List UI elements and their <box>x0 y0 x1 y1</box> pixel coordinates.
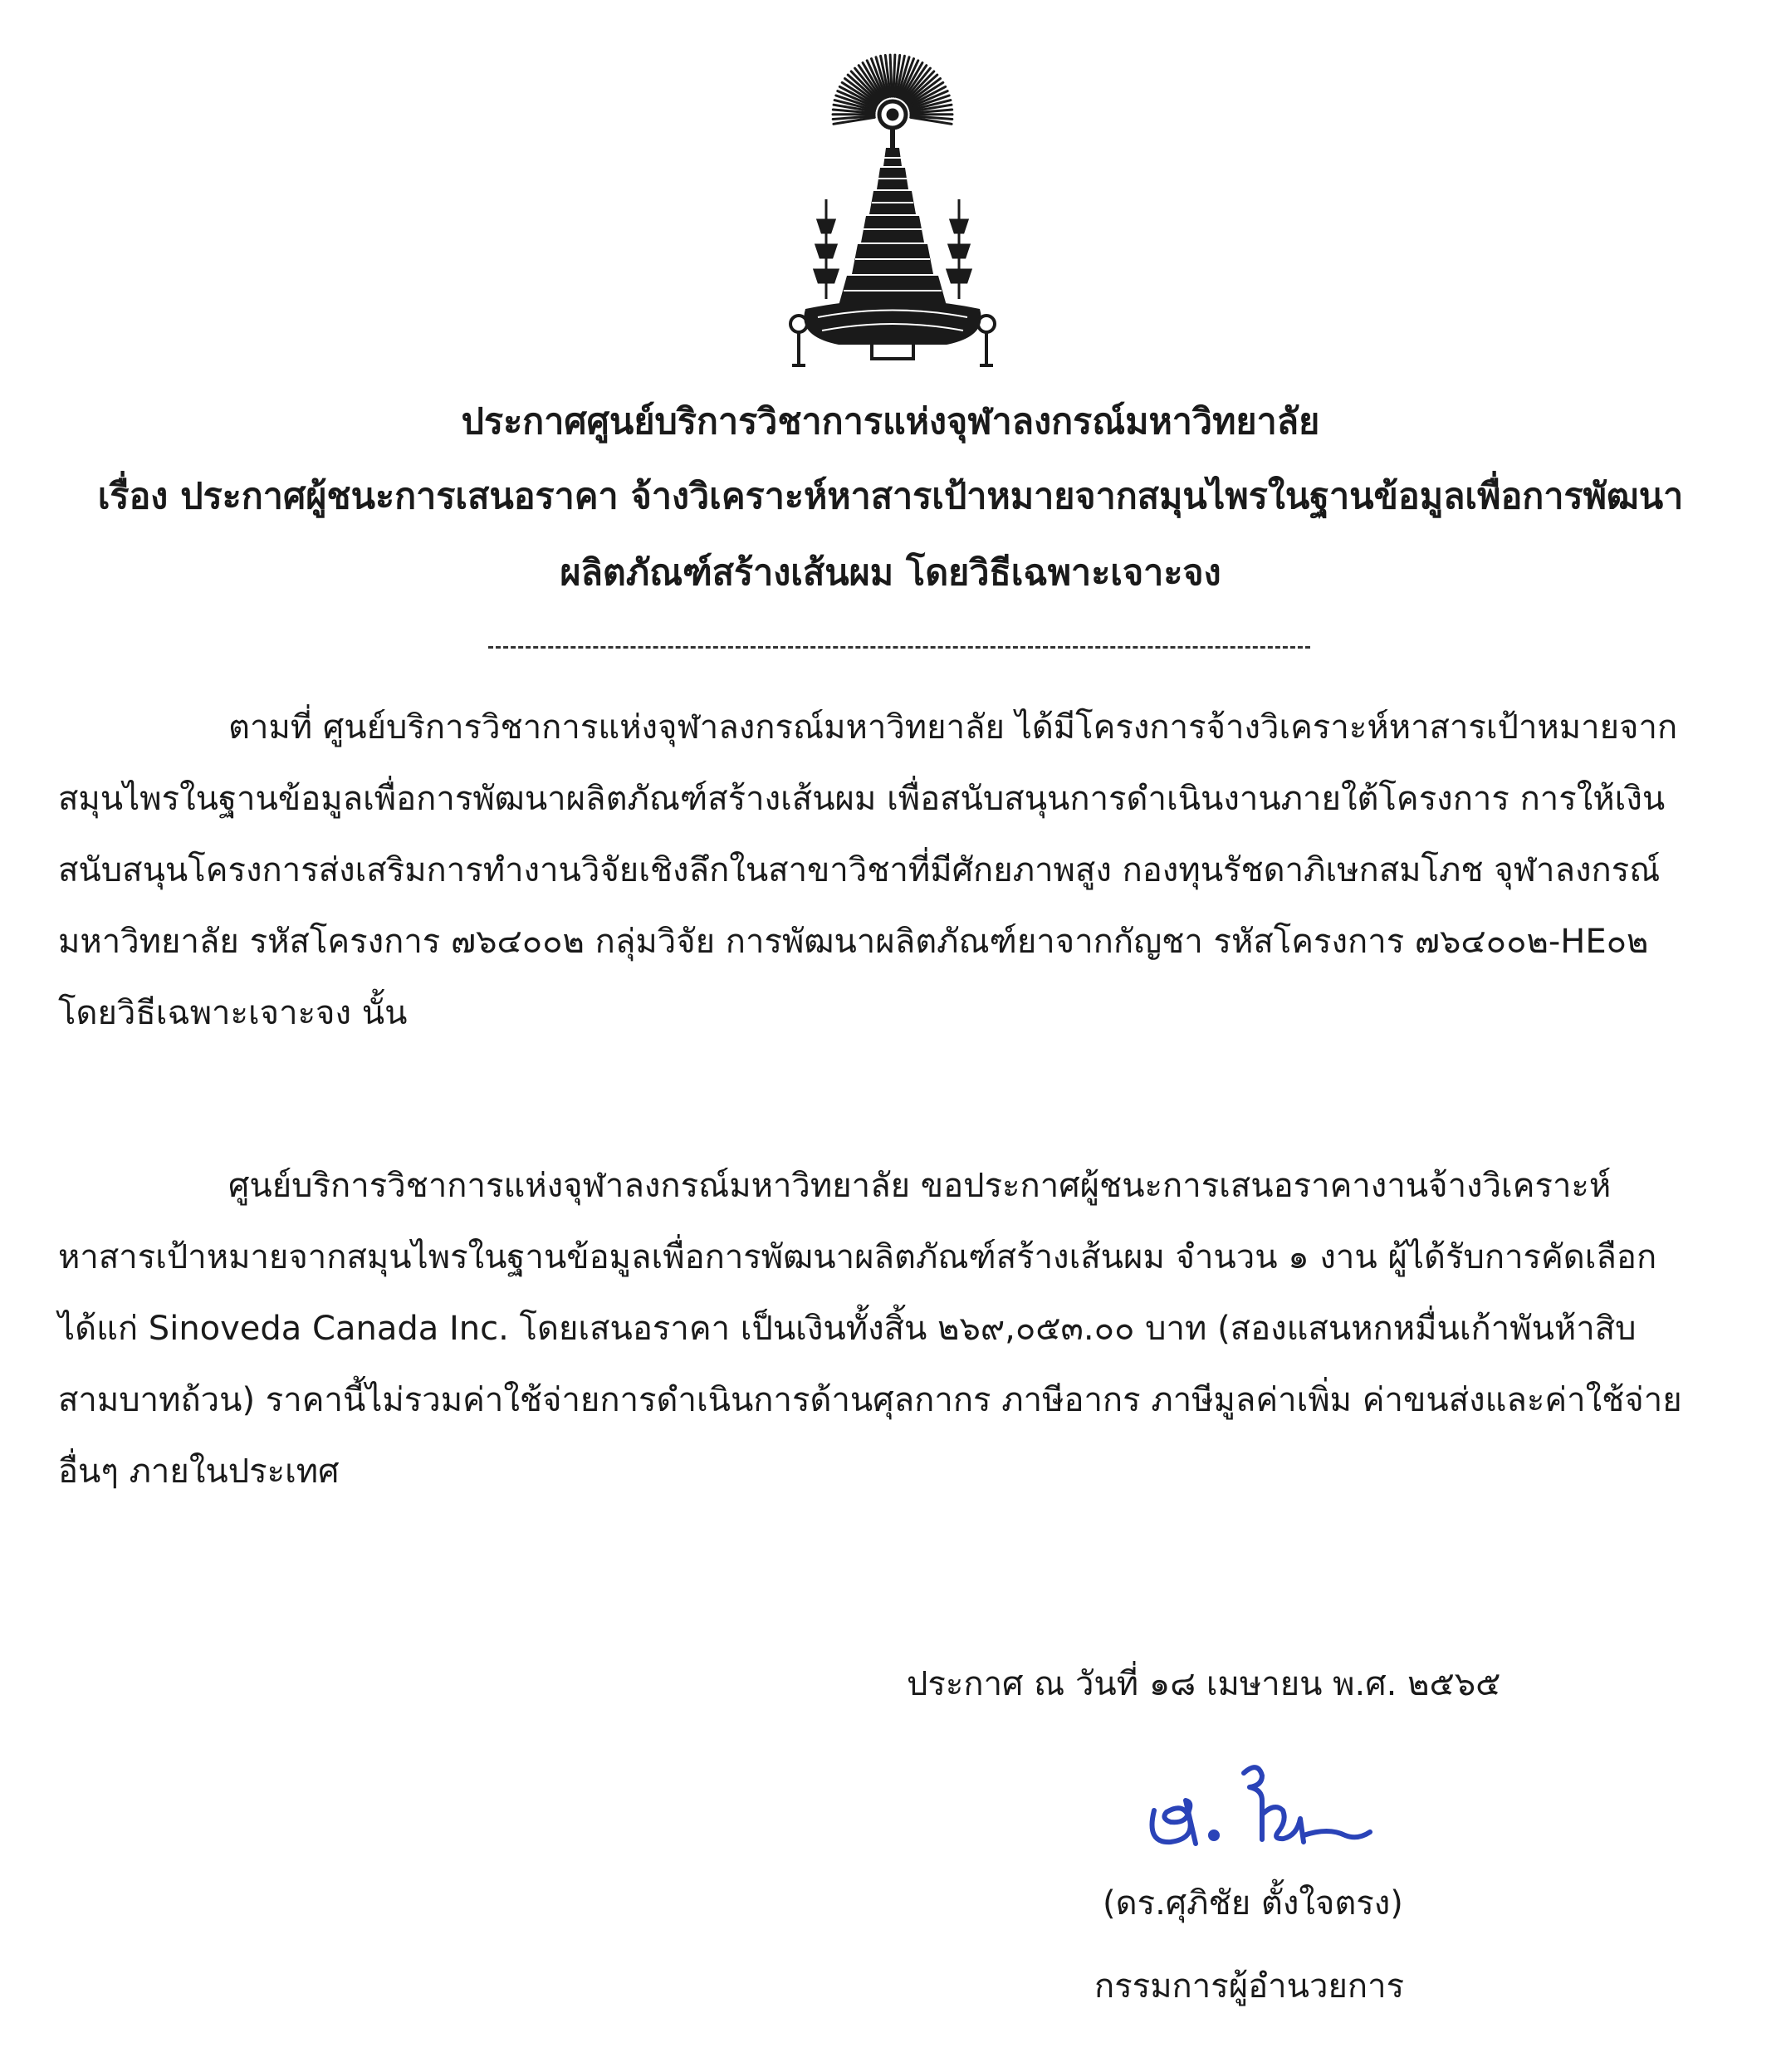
signature-icon <box>1138 1752 1387 1860</box>
paragraph-line: มหาวิทยาลัย รหัสโครงการ ๗๖๔๐๐๒ กลุ่มวิจัย การพัฒนาผลิตภัณฑ์ยาจากกัญชา รหัสโครงการ ๗๖๔๐๐๒-HE๐๒ <box>58 923 1649 961</box>
paragraph-line: หาสารเป้าหมายจากสมุนไพรในฐานข้อมูลเพื่อการพัฒนาผลิตภัณฑ์สร้างเส้นผม จำนวน ๑ งาน ผู้ได้รับการคัดเลือก <box>58 1238 1657 1276</box>
paragraph-line: สมุนไพรในฐานข้อมูลเพื่อการพัฒนาผลิตภัณฑ์สร้างเส้นผม เพื่อสนับสนุนการดำเนินงานภายใต้โครงการ การให้เงิน <box>58 780 1666 818</box>
paragraph-line: ตามที่ ศูนย์บริการวิชาการแห่งจุฬาลงกรณ์มหาวิทยาลัย ได้มีโครงการจ้างวิเคราะห์หาสารเป้าหมายจาก <box>228 708 1678 747</box>
announcement-title: ประกาศศูนย์บริการวิชาการแห่งจุฬาลงกรณ์มหาวิทยาลัย <box>461 401 1320 443</box>
paragraph-line: สนับสนุนโครงการส่งเสริมการทำงานวิจัยเชิงลึกในสาขาวิชาที่มีศักยภาพสูง กองทุนรัชดาภิเษกสมโภช จุฬาลงกรณ์ <box>58 851 1661 889</box>
title-divider <box>488 646 1310 649</box>
signer-name: (ดร.ศุภิชัย ตั้งใจตรง) <box>1103 1884 1403 1923</box>
paragraph-line: ศูนย์บริการวิชาการแห่งจุฬาลงกรณ์มหาวิทยาลัย ขอประกาศผู้ชนะการเสนอราคางานจ้างวิเคราะห์ <box>228 1167 1612 1205</box>
paragraph-line: อื่นๆ ภายในประเทศ <box>58 1452 340 1491</box>
paragraph-line: ได้แก่ Sinoveda Canada Inc. โดยเสนอราคา เป็นเงินทั้งสิ้น ๒๖๙,๐๕๓.๐๐ บาท (สองแสนหกหมื่นเก้าพันห้าสิบ <box>58 1310 1637 1348</box>
paragraph-background <box>58 692 1727 1049</box>
paragraph-line: สามบาทถ้วน) ราคานี้ไม่รวมค่าใช้จ่ายการดำเนินการด้านศุลกากร ภาษีอากร ภาษีมูลค่าเพิ่ม ค่าขนส่งและค่าใช้จ่าย <box>58 1381 1682 1419</box>
paragraph-line: โดยวิธีเฉพาะเจาะจง นั้น <box>58 994 408 1032</box>
paragraph-winner <box>58 1150 1727 1507</box>
announcement-subject: เรื่อง ประกาศผู้ชนะการเสนอราคา จ้างวิเคราะห์หาสารเป้าหมายจากสมุนไพรในฐานข้อมูลเพื่อการพัฒนา <box>97 476 1684 517</box>
signer-title: กรรมการผู้อำนวยการ <box>1094 1967 1405 2006</box>
announcement-subject-continued: ผลิตภัณฑ์สร้างเส้นผม โดยวิธีเฉพาะเจาะจง <box>560 552 1221 594</box>
announcement-date: ประกาศ ณ วันที่ ๑๘ เมษายน พ.ศ. ๒๕๖๕ <box>907 1665 1501 1703</box>
university-emblem-icon <box>780 50 1005 378</box>
